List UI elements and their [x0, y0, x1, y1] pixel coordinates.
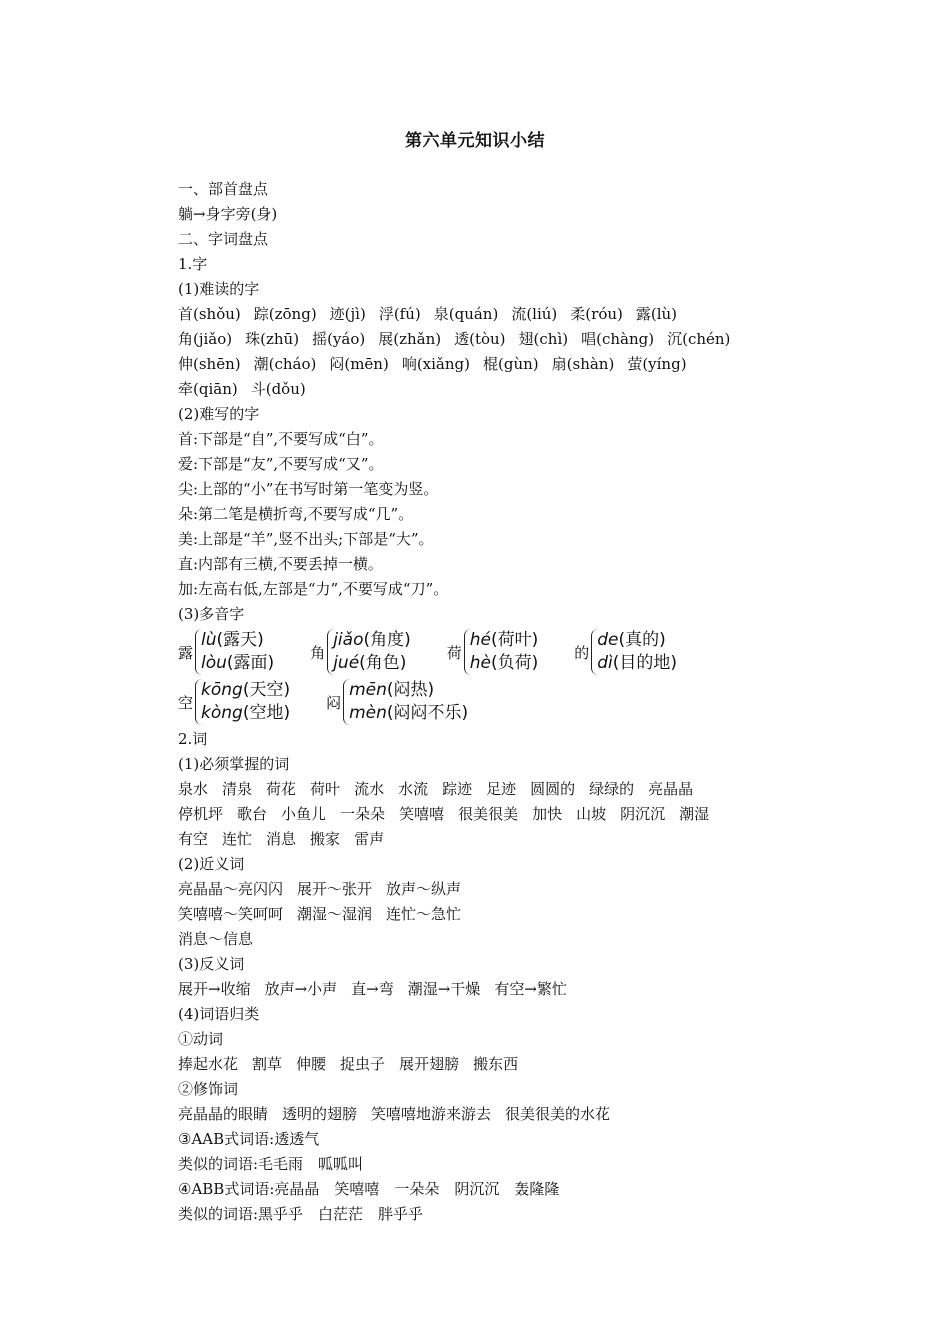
- pinyin-char: 沉(chén): [667, 330, 731, 348]
- aab-similar-line: 类似的词语:毛毛雨 呱呱叫: [178, 1155, 364, 1173]
- pinyin-char: 响(xiǎng): [401, 355, 470, 373]
- pinyin: hè: [469, 653, 491, 673]
- modifier-item: 亮晶晶的眼睛: [178, 1105, 269, 1123]
- pinyin-char: 迹(jì): [329, 305, 366, 323]
- pinyin: kōng: [201, 680, 243, 700]
- hard-read-row: [178, 352, 878, 377]
- synonym-pair: 连忙～急忙: [386, 905, 462, 923]
- hard-read-row: [178, 377, 878, 402]
- polyphonic-reading: [470, 652, 539, 675]
- example-word: (天空): [242, 680, 291, 700]
- word-item: 消息: [266, 830, 297, 848]
- antonym-pair: 直→弯: [351, 980, 394, 998]
- pinyin-char: 摇(yáo): [312, 330, 366, 348]
- brace-bracket: [195, 679, 290, 725]
- pinyin-char: 伸(shēn): [178, 355, 241, 373]
- brace-bracket: [343, 679, 468, 725]
- word-item: 山坡: [576, 805, 607, 823]
- word-item: 圆圆的: [530, 780, 576, 798]
- polyphonic-reading: [349, 702, 468, 725]
- verbs-heading: ①动词: [178, 1030, 224, 1048]
- pinyin-char: 泉(quán): [433, 305, 499, 323]
- example-word: (露天): [216, 630, 264, 650]
- polyphonic-reading: [597, 629, 677, 652]
- pinyin-char: 唱(chàng): [581, 330, 655, 348]
- hard-write-line: 加:左高右低,左部是“力”,不要写成“刀”。: [178, 580, 449, 598]
- verb-item: 伸腰: [296, 1055, 327, 1073]
- subheading-polyphonic: (3)多音字: [178, 605, 245, 623]
- pinyin: de: [597, 630, 619, 650]
- word-item: 荷花: [266, 780, 297, 798]
- section-heading-radical: 一、部首盘点: [178, 180, 269, 198]
- verb-item: 搬东西: [473, 1055, 519, 1073]
- word-item: 清泉: [222, 780, 253, 798]
- pinyin-char: 扇(shàn): [551, 355, 615, 373]
- polyphonic-reading: [201, 702, 290, 725]
- synonym-row: [178, 877, 878, 902]
- example-word: (露面): [226, 653, 275, 673]
- word-item: 绿绿的: [589, 780, 635, 798]
- pinyin-char: 珠(zhū): [245, 330, 300, 348]
- polyphonic-reading: [597, 652, 677, 675]
- polyphonic-reading: [201, 629, 274, 652]
- word-item: 亮晶晶: [648, 780, 694, 798]
- pinyin-char: 露(lù): [635, 305, 678, 323]
- word-item: 搬家: [310, 830, 341, 848]
- polyphonic-reading: [201, 679, 290, 702]
- brace-bracket: [195, 629, 274, 675]
- antonym-pair: 展开→收缩: [178, 980, 251, 998]
- hard-write-line: 朵:第二笔是横折弯,不要写成“几”。: [178, 505, 414, 523]
- example-word: (角色): [359, 653, 407, 673]
- word-item: 有空: [178, 830, 209, 848]
- synonym-pair: 潮湿～湿润: [297, 905, 373, 923]
- example-word: (空地): [242, 703, 291, 723]
- antonym-pair: 放声→小声: [264, 980, 338, 998]
- synonym-pair: 亮晶晶～亮闪闪: [178, 880, 284, 898]
- word-item: 水流: [398, 780, 429, 798]
- example-word: (负荷): [490, 653, 539, 673]
- subheading-hard-read: (1)难读的字: [178, 280, 260, 298]
- pinyin-char: 角(jiǎo): [178, 330, 233, 348]
- word-item: 歌台: [237, 805, 268, 823]
- subheading-classification: (4)词语归类: [178, 1005, 260, 1023]
- pinyin-char: 棍(gùn): [483, 355, 539, 373]
- word-item: 荷叶: [310, 780, 341, 798]
- word-item: 流水: [354, 780, 385, 798]
- polyphonic-group: [178, 679, 290, 725]
- pinyin-char: 展(zhǎn): [378, 330, 442, 348]
- polyphonic-char: 角: [310, 643, 326, 662]
- brace-bracket: [591, 629, 677, 675]
- word-item: 笑嘻嘻: [399, 805, 445, 823]
- word-item: 很美很美: [458, 805, 519, 823]
- subheading-hard-write: (2)难写的字: [178, 405, 260, 423]
- pinyin: jiǎo: [333, 630, 364, 650]
- must-master-row: [178, 827, 878, 852]
- pinyin-char: 浮(fú): [378, 305, 421, 323]
- polyphonic-row: [178, 679, 878, 725]
- polyphonic-reading: [470, 629, 539, 652]
- polyphonic-char: 的: [574, 643, 590, 662]
- modifiers-heading: ②修饰词: [178, 1080, 239, 1098]
- page-title: 第六单元知识小结: [405, 131, 545, 151]
- pinyin: lù: [201, 630, 217, 650]
- synonym-pair: 笑嘻嘻～笑呵呵: [178, 905, 284, 923]
- hard-write-line: 爱:下部是“友”,不要写成“又”。: [178, 455, 384, 473]
- hard-write-line: 美:上部是“羊”,竖不出头;下部是“大”。: [178, 530, 434, 548]
- pinyin: mèn: [349, 703, 387, 723]
- must-master-row: [178, 802, 878, 827]
- polyphonic-reading: [349, 679, 468, 702]
- polyphonic-reading: [333, 629, 411, 652]
- synonym-row: [178, 902, 878, 927]
- pinyin: mēn: [349, 680, 387, 700]
- pinyin-char: 斗(dǒu): [250, 380, 306, 398]
- pinyin-char: 透(tòu): [454, 330, 506, 348]
- subheading-antonyms: (3)反义词: [178, 955, 245, 973]
- abb-similar-line: 类似的词语:黑乎乎 白茫茫 胖乎乎: [178, 1205, 424, 1223]
- abb-line: ④ABB式词语:亮晶晶 笑嘻嘻 一朵朵 阴沉沉 轰隆隆: [178, 1180, 560, 1198]
- polyphonic-reading: [333, 652, 411, 675]
- verb-item: 捧起水花: [178, 1055, 239, 1073]
- example-word: (目的地): [612, 653, 678, 673]
- example-word: (荷叶): [490, 630, 539, 650]
- pinyin: jué: [333, 653, 360, 673]
- word-item: 停机坪: [178, 805, 224, 823]
- hard-write-line: 首:下部是“自”,不要写成“白”。: [178, 430, 384, 448]
- modifier-item: 透明的翅膀: [282, 1105, 358, 1123]
- pinyin: hé: [469, 630, 491, 650]
- polyphonic-group: [447, 629, 539, 675]
- word-item: 泉水: [178, 780, 209, 798]
- must-master-row: [178, 777, 878, 802]
- pinyin: lòu: [201, 653, 227, 673]
- word-item: 一朵朵: [340, 805, 386, 823]
- hard-write-line: 尖:上部的“小”在书写时第一笔变为竖。: [178, 480, 439, 498]
- modifier-item: 很美很美的水花: [505, 1105, 611, 1123]
- antonym-pair: 有空→繁忙: [494, 980, 567, 998]
- polyphonic-group: [574, 629, 677, 675]
- example-word: (闷闷不乐): [386, 703, 469, 723]
- pinyin-char: 首(shǒu): [178, 305, 241, 323]
- pinyin: kòng: [201, 703, 243, 723]
- word-item: 足迹: [486, 780, 517, 798]
- pinyin-char: 萤(yíng): [627, 355, 687, 373]
- subheading-chars: 1.字: [178, 255, 208, 273]
- synonym-row: [178, 927, 878, 952]
- brace-bracket: [464, 629, 539, 675]
- synonym-pair: 消息～信息: [178, 930, 254, 948]
- pinyin-char: 潮(cháo): [253, 355, 317, 373]
- subheading-words: 2.词: [178, 730, 208, 748]
- polyphonic-char: 荷: [446, 643, 462, 662]
- polyphonic-char: 空: [178, 693, 194, 712]
- verb-item: 割草: [252, 1055, 283, 1073]
- section-heading-words: 二、字词盘点: [178, 230, 269, 248]
- hard-read-row: [178, 302, 878, 327]
- polyphonic-row: [178, 629, 878, 675]
- example-word: (闷热): [386, 680, 435, 700]
- pinyin-char: 翅(chì): [518, 330, 569, 348]
- word-item: 潮湿: [679, 805, 710, 823]
- antonym-row: [178, 977, 878, 1002]
- verbs-row: [178, 1052, 878, 1077]
- polyphonic-group: [178, 629, 274, 675]
- modifier-item: 笑嘻嘻地游来游去: [371, 1105, 492, 1123]
- modifiers-row: [178, 1102, 878, 1127]
- synonym-pair: 放声～纵声: [386, 880, 462, 898]
- pinyin: dì: [597, 653, 613, 673]
- polyphonic-char: 露: [178, 643, 194, 662]
- word-item: 雷声: [354, 830, 385, 848]
- word-item: 踪迹: [442, 780, 473, 798]
- word-item: 阴沉沉: [620, 805, 666, 823]
- polyphonic-char: 闷: [326, 693, 342, 712]
- polyphonic-group: [326, 679, 468, 725]
- pinyin-char: 闷(mēn): [329, 355, 389, 373]
- pinyin-char: 牵(qiān): [178, 380, 238, 398]
- word-item: 连忙: [222, 830, 253, 848]
- pinyin-char: 流(liú): [511, 305, 558, 323]
- antonym-pair: 潮湿→干燥: [407, 980, 481, 998]
- aab-line: ③AAB式词语:透透气: [178, 1130, 320, 1148]
- radical-line: 躺→身字旁(身): [178, 205, 278, 223]
- subheading-synonyms: (2)近义词: [178, 855, 245, 873]
- pinyin-char: 踪(zōng): [253, 305, 317, 323]
- polyphonic-reading: [201, 652, 274, 675]
- verb-item: 展开翅膀: [399, 1055, 460, 1073]
- document-body: [178, 177, 878, 1227]
- example-word: (角度): [363, 630, 411, 650]
- pinyin-char: 柔(róu): [570, 305, 623, 323]
- brace-bracket: [327, 629, 411, 675]
- example-word: (真的): [618, 630, 666, 650]
- subheading-must-master: (1)必须掌握的词: [178, 755, 290, 773]
- verb-item: 捉虫子: [340, 1055, 386, 1073]
- synonym-pair: 展开～张开: [297, 880, 373, 898]
- hard-write-line: 直:内部有三横,不要丢掉一横。: [178, 555, 383, 573]
- word-item: 小鱼儿: [281, 805, 327, 823]
- polyphonic-group: [310, 629, 411, 675]
- word-item: 加快: [532, 805, 563, 823]
- hard-read-row: [178, 327, 878, 352]
